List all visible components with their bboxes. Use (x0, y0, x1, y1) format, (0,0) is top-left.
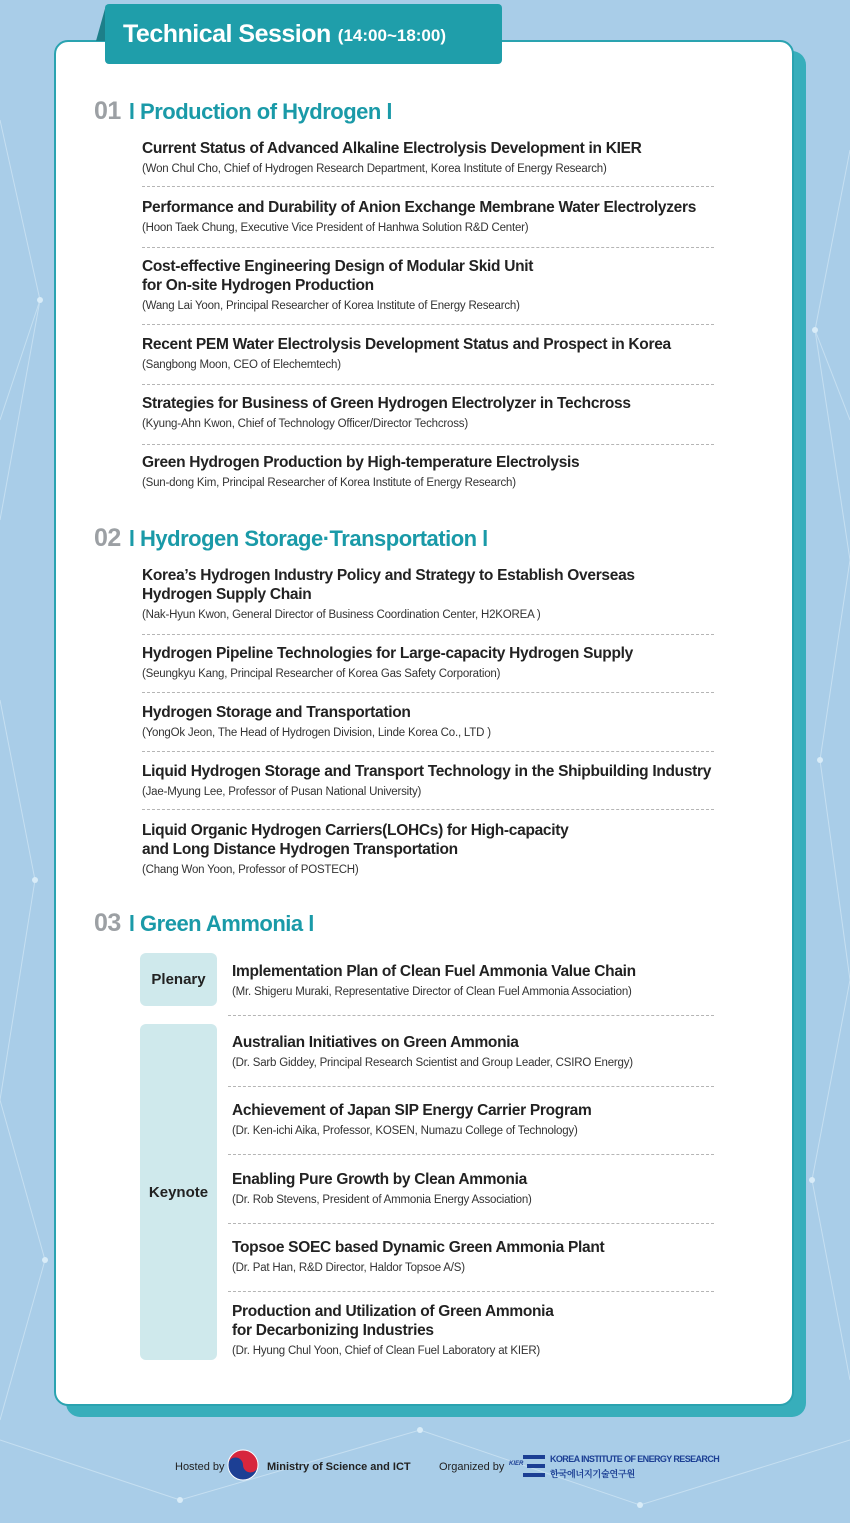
footer (0, 1446, 850, 1486)
divider (142, 324, 714, 325)
list-item: Performance and Durability of Anion Exchange Membrane Water Electrolyzers (Hoon Taek Chung, Executive Vice President of Hanhwa Solution R&D Center) (142, 199, 697, 234)
keynote-tag: Keynote (140, 1024, 217, 1360)
list-item: Liquid Organic Hydrogen Carriers(LOHCs) for High-capacity and Long Distance Hydrogen Transportation (Chang Won Yoon, Professor of POSTECH) (142, 822, 569, 876)
divider (142, 444, 714, 445)
divider (228, 1223, 714, 1224)
divider (142, 186, 714, 187)
ministry-name: Ministry of Science and ICT (267, 1461, 411, 1473)
session-header (105, 4, 502, 64)
list-item: Green Hydrogen Production by High-temperature Electrolysis (Sun-dong Kim, Principal Researcher of Korea Institute of Energy Research) (142, 454, 580, 489)
list-item: Enabling Pure Growth by Clean Ammonia (Dr. Rob Stevens, President of Ammonia Energy Association) (232, 1171, 532, 1206)
organized-by-label: Organized by (439, 1461, 505, 1473)
section-03-title: 03 l Green Ammonia l (94, 909, 314, 937)
divider (142, 384, 714, 385)
list-item: Strategies for Business of Green Hydrogen Electrolyzer in Techcross (Kyung-Ahn Kwon, Chief of Technology Officer/Director Techcross) (142, 395, 631, 430)
list-item: Topsoe SOEC based Dynamic Green Ammonia Plant (Dr. Pat Han, R&D Director, Haldor Topsoe A/S) (232, 1239, 605, 1274)
divider (228, 1291, 714, 1292)
list-item: Cost-effective Engineering Design of Modular Skid Unit for On-site Hydrogen Production (Wang Lai Yoon, Principal Researcher of Korea Institute of Energy Research) (142, 258, 534, 312)
kier-name-en: KOREA INSTITUTE OF ENERGY RESEARCH (550, 1454, 720, 1464)
list-item: Implementation Plan of Clean Fuel Ammonia Value Chain (Mr. Shigeru Muraki, Representative Director of Clean Fuel Ammonia Association) (232, 963, 636, 998)
section-02-title: 02 l Hydrogen Storage·Transportation l (94, 524, 488, 552)
divider (142, 692, 714, 693)
plenary-tag: Plenary (140, 953, 217, 1006)
list-item: Australian Initiatives on Green Ammonia (Dr. Sarb Giddey, Principal Research Scientist and Group Leader, CSIRO Energy) (232, 1034, 633, 1069)
divider (228, 1086, 714, 1087)
kier-name-kr: 한국에너지기술연구원 (550, 1469, 635, 1479)
session-time: (14:00~18:00) (337, 26, 447, 45)
divider (228, 1154, 714, 1155)
list-item: Current Status of Advanced Alkaline Electrolysis Development in KIER (Won Chul Cho, Chief of Hydrogen Research Department, Korea Institute of Energy Research) (142, 140, 642, 175)
session-title: Technical Session (123, 19, 331, 48)
list-item: Achievement of Japan SIP Energy Carrier Program (Dr. Ken-ichi Aika, Professor, KOSEN, Numazu College of Technology) (232, 1102, 592, 1137)
kier-logo: KIER (509, 1455, 547, 1477)
hosted-by-label: Hosted by (175, 1461, 225, 1473)
divider (142, 751, 714, 752)
list-item: Hydrogen Storage and Transportation (YongOk Jeon, The Head of Hydrogen Division, Linde Korea Co., LTD ) (142, 704, 491, 739)
divider (142, 634, 714, 635)
divider (228, 1015, 714, 1016)
section-01-title: 01 l Production of Hydrogen l (94, 97, 393, 125)
list-item: Liquid Hydrogen Storage and Transport Technology in the Shipbuilding Industry (Jae-Myung Lee, Professor of Pusan National University) (142, 763, 712, 798)
taegeuk-logo-icon (227, 1449, 259, 1481)
list-item: Hydrogen Pipeline Technologies for Large-capacity Hydrogen Supply (Seungkyu Kang, Principal Researcher of Korea Gas Safety Corporation) (142, 645, 633, 680)
list-item: Korea’s Hydrogen Industry Policy and Strategy to Establish Overseas Hydrogen Supply Chain (Nak-Hyun Kwon, General Director of Business Coordination Center, H2KOREA ) (142, 567, 635, 621)
divider (142, 809, 714, 810)
list-item: Production and Utilization of Green Ammonia for Decarbonizing Industries (Dr. Hyung Chul Yoon, Chief of Clean Fuel Laboratory at KIER) (232, 1303, 554, 1357)
divider (142, 247, 714, 248)
list-item: Recent PEM Water Electrolysis Development Status and Prospect in Korea (Sangbong Moon, CEO of Elechemtech) (142, 336, 671, 371)
